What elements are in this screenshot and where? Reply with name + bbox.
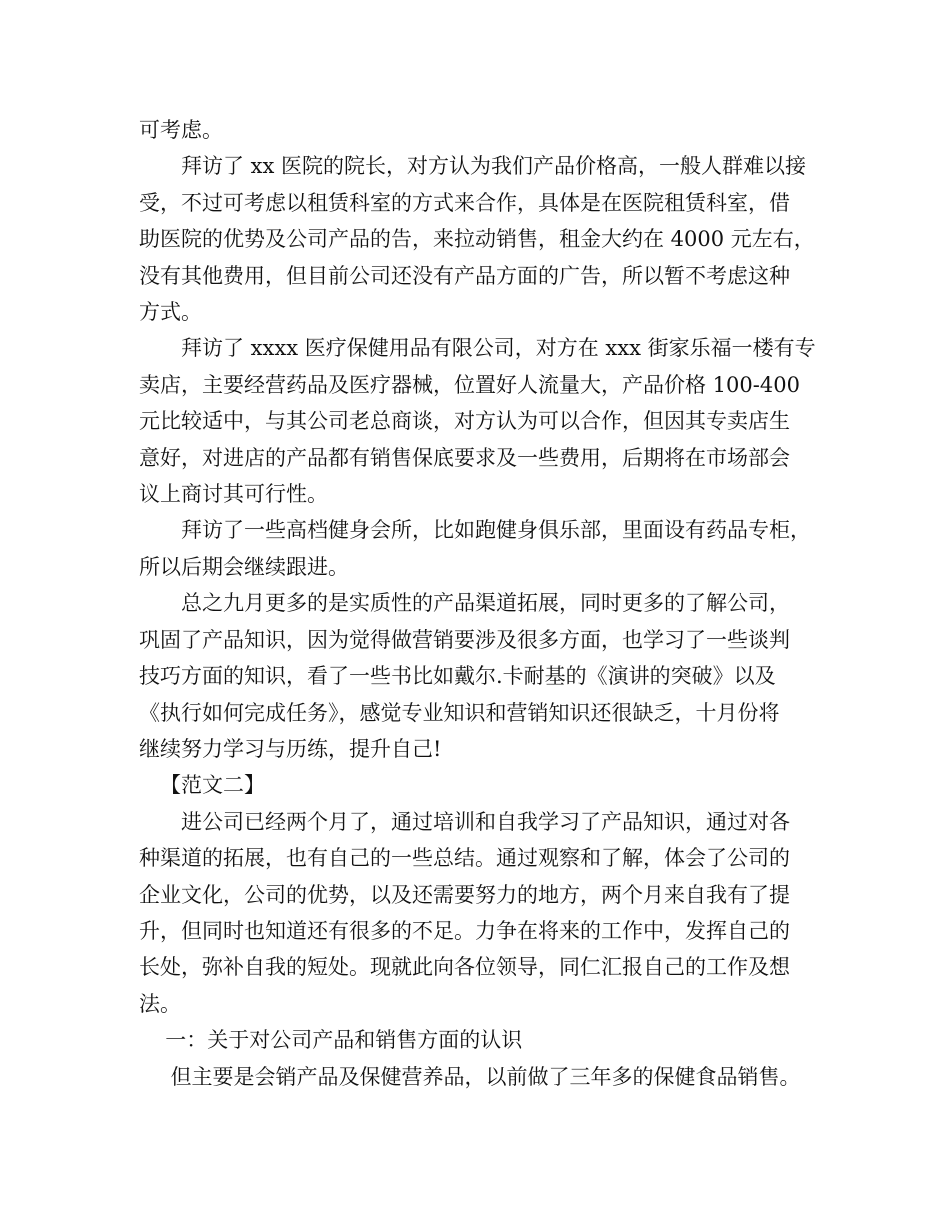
subheading: 一：关于对公司产品和销售方面的认识 [165, 1028, 523, 1053]
text-line: 拜访了一些高档健身会所，比如跑健身俱乐部，里面设有药品专柜， [181, 518, 811, 543]
text-line: 技巧方面的知识，看了一些书比如戴尔.卡耐基的《演讲的突破》以及 [139, 664, 776, 689]
text-line: 受，不过可考虑以租赁科室的方式来合作，具体是在医院租赁科室，借 [139, 190, 790, 215]
text-line: 法。 [139, 991, 181, 1016]
text-line: 但主要是会销产品及保健营养品，以前做了三年多的保健食品销售。 [170, 1064, 801, 1089]
text-line: 拜访了 xx 医院的院长，对方认为我们产品价格高，一般人群难以接 [181, 154, 807, 179]
section-title: 【范文二】 [160, 773, 265, 798]
text-line: 拜访了 xxxx 医疗保健用品有限公司，对方在 xxx 街家乐福一楼有专 [181, 336, 816, 361]
paragraph [139, 585, 839, 767]
document-body [139, 112, 839, 1095]
text-line: 继续努力学习与历练，提升自己! [139, 736, 442, 761]
text-line: 《执行如何完成任务》，感觉专业知识和营销知识还很缺乏，十月份将 [139, 700, 780, 725]
text-line: 巩固了产品知识，因为觉得做营销要涉及很多方面，也学习了一些谈判 [139, 627, 790, 652]
paragraph [139, 512, 839, 585]
paragraph [139, 148, 839, 330]
text-line: 总之九月更多的是实质性的产品渠道拓展，同时更多的了解公司， [181, 591, 790, 616]
text-line: 元比较适中，与其公司老总商谈，对方认为可以合作，但因其专卖店生 [139, 409, 790, 434]
text-line: 议上商讨其可行性。 [139, 482, 328, 507]
text-line: 卖店，主要经营药品及医疗器械，位置好人流量大，产品价格 100-400 [139, 372, 800, 397]
text-line: 所以后期会继续跟进。 [139, 554, 349, 579]
paragraph [139, 1059, 839, 1095]
text-line: 方式。 [139, 300, 202, 325]
paragraph [139, 804, 839, 1022]
text-line: 企业文化，公司的优势，以及还需要努力的地方，两个月来自我有了提 [139, 882, 790, 907]
text-line: 进公司已经两个月了，通过培训和自我学习了产品知识，通过对各 [181, 809, 790, 834]
paragraph [139, 112, 839, 148]
text-line: 没有其他费用，但目前公司还没有产品方面的广告，所以暂不考虑这种 [139, 263, 790, 288]
text-line: 长处，弥补自我的短处。现就此向各位领导，同仁汇报自己的工作及想 [139, 955, 790, 980]
text-line: 升，但同时也知道还有很多的不足。力争在将来的工作中，发挥自己的 [139, 918, 790, 943]
text-line: 种渠道的拓展，也有自己的一些总结。通过观察和了解，体会了公司的 [139, 846, 790, 871]
text-line: 助医院的优势及公司产品的告，来拉动销售，租金大约在 4000 元左右， [139, 227, 815, 252]
text-line: 可考虑。 [139, 118, 223, 142]
paragraph [139, 330, 839, 512]
text-line: 意好，对进店的产品都有销售保底要求及一些费用，后期将在市场部会 [139, 445, 790, 470]
